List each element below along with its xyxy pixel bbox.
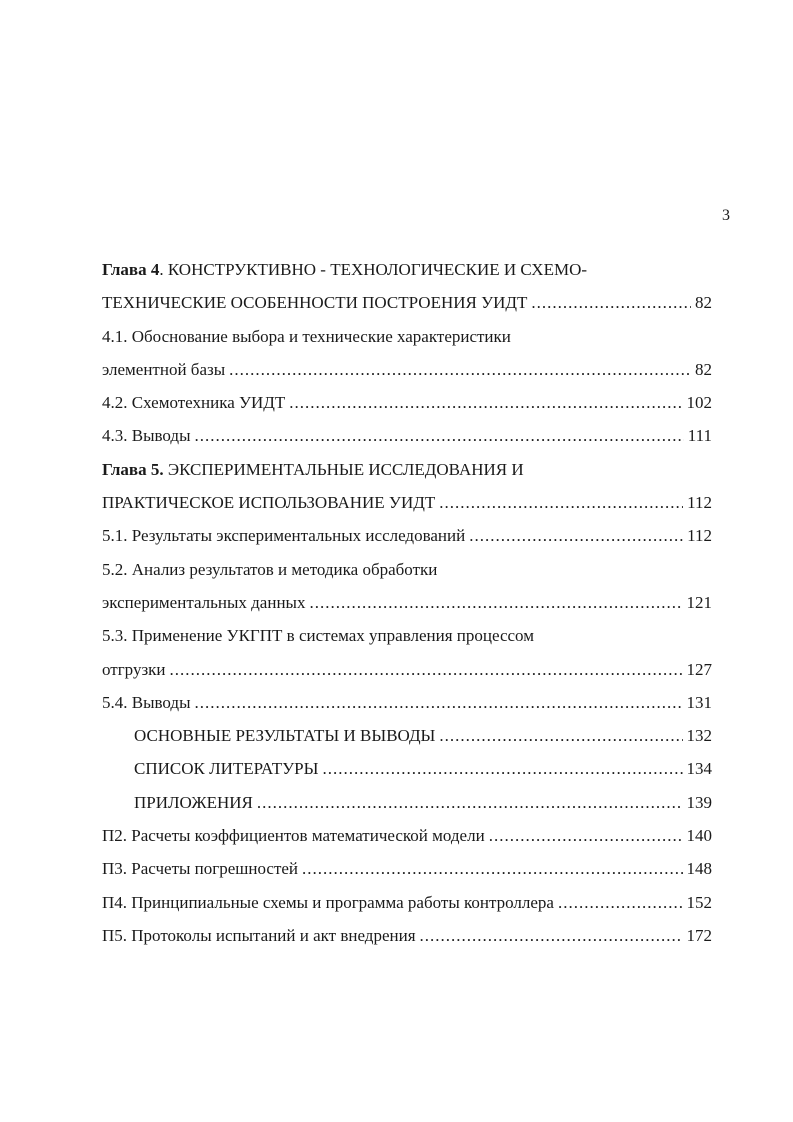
toc-page-number: 82 xyxy=(695,293,712,313)
dot-leader xyxy=(289,386,682,419)
toc-section-4-3-entry[interactable] xyxy=(102,419,712,452)
toc-page-number: 127 xyxy=(686,659,712,679)
toc-results-entry[interactable] xyxy=(102,719,712,752)
table-of-contents xyxy=(102,253,712,952)
toc-chapter-4-heading xyxy=(102,253,712,286)
toc-chapter-5-heading xyxy=(102,453,712,486)
toc-appendix-p4-entry[interactable] xyxy=(102,886,712,919)
toc-section-4-1-heading xyxy=(102,320,712,353)
toc-page-number: 139 xyxy=(686,792,712,812)
dot-leader xyxy=(195,686,683,719)
dot-leader xyxy=(302,852,682,885)
section-5-3-title-line1: 5.3. Применение УКГПТ в системах управления процессом xyxy=(102,626,534,646)
section-4-1-title-line2: элементной базы xyxy=(102,359,226,379)
toc-section-4-2-entry[interactable] xyxy=(102,386,712,419)
toc-references-entry[interactable] xyxy=(102,752,712,785)
appendix-p4-title: П4. Принципиальные схемы и программа работы контроллера xyxy=(102,892,554,912)
toc-page-number: 112 xyxy=(687,493,712,513)
appendix-p2-title: П2. Расчеты коэффициентов математической модели xyxy=(102,826,485,846)
toc-chapter-5-entry[interactable] xyxy=(102,486,712,519)
section-5-2-title-line1: 5.2. Анализ результатов и методика обработки xyxy=(102,559,438,579)
section-4-2-title: 4.2. Схемотехника УИДТ xyxy=(102,393,286,413)
toc-page-number: 111 xyxy=(687,426,712,446)
chapter-4-title-line2: ТЕХНИЧЕСКИЕ ОСОБЕННОСТИ ПОСТРОЕНИЯ УИДТ xyxy=(102,293,528,313)
toc-section-5-3-heading xyxy=(102,619,712,652)
dot-leader xyxy=(257,786,683,819)
toc-page-number: 121 xyxy=(686,592,712,612)
toc-page-number: 172 xyxy=(686,925,712,945)
toc-section-5-2-entry[interactable] xyxy=(102,586,712,619)
toc-section-4-1-entry[interactable] xyxy=(102,353,712,386)
appendices-title: ПРИЛОЖЕНИЯ xyxy=(134,792,253,812)
appendix-p5-title: П5. Протоколы испытаний и акт внедрения xyxy=(102,925,416,945)
dot-leader xyxy=(439,486,683,519)
page-number: 3 xyxy=(722,207,730,224)
toc-section-5-4-entry[interactable] xyxy=(102,686,712,719)
references-title: СПИСОК ЛИТЕРАТУРЫ xyxy=(134,759,319,779)
section-5-1-title: 5.1. Результаты экспериментальных исследований xyxy=(102,526,466,546)
toc-page-number: 132 xyxy=(686,726,712,746)
chapter-5-title-line2: ПРАКТИЧЕСКОЕ ИСПОЛЬЗОВАНИЕ УИДТ xyxy=(102,493,436,513)
toc-page-number: 112 xyxy=(687,526,712,546)
chapter-4-label: Глава 4 xyxy=(102,260,160,279)
dot-leader xyxy=(170,653,683,686)
toc-page-number: 140 xyxy=(686,826,712,846)
dot-leader xyxy=(558,886,683,919)
dot-leader xyxy=(469,519,683,552)
chapter-5-label: Глава 5. xyxy=(102,459,164,479)
section-5-2-title-line2: экспериментальных данных xyxy=(102,592,306,612)
dot-leader xyxy=(195,419,684,452)
dot-leader xyxy=(489,819,683,852)
toc-section-5-3-entry[interactable] xyxy=(102,653,712,686)
toc-page-number: 102 xyxy=(686,393,712,413)
results-title: ОСНОВНЫЕ РЕЗУЛЬТАТЫ И ВЫВОДЫ xyxy=(134,726,436,746)
toc-appendix-p3-entry[interactable] xyxy=(102,852,712,885)
dot-leader xyxy=(439,719,682,752)
toc-appendix-p2-entry[interactable] xyxy=(102,819,712,852)
toc-appendix-p5-entry[interactable] xyxy=(102,919,712,952)
section-4-1-title-line1: 4.1. Обоснование выбора и технические характеристики xyxy=(102,326,511,346)
toc-page-number: 134 xyxy=(686,759,712,779)
toc-appendices-entry[interactable] xyxy=(102,786,712,819)
appendix-p3-title: П3. Расчеты погрешностей xyxy=(102,859,299,879)
section-5-3-title-line2: отгрузки xyxy=(102,659,166,679)
section-4-3-title: 4.3. Выводы xyxy=(102,426,191,446)
toc-page-number: 131 xyxy=(686,692,712,712)
toc-section-5-2-heading xyxy=(102,553,712,586)
toc-chapter-4-entry[interactable] xyxy=(102,286,712,319)
chapter-5-title-line1: ЭКСПЕРИМЕНТАЛЬНЫЕ ИССЛЕДОВАНИЯ И xyxy=(163,459,524,479)
dot-leader xyxy=(420,919,683,952)
dot-leader xyxy=(322,752,682,785)
chapter-4-title-line1: . КОНСТРУКТИВНО - ТЕХНОЛОГИЧЕСКИЕ И СХЕМО- xyxy=(159,260,588,279)
dot-leader xyxy=(531,286,691,319)
toc-section-5-1-entry[interactable] xyxy=(102,519,712,552)
toc-page-number: 148 xyxy=(686,859,712,879)
dot-leader xyxy=(229,353,691,386)
toc-page-number: 152 xyxy=(686,892,712,912)
dot-leader xyxy=(309,586,682,619)
section-5-4-title: 5.4. Выводы xyxy=(102,692,191,712)
toc-page-number: 82 xyxy=(695,359,712,379)
